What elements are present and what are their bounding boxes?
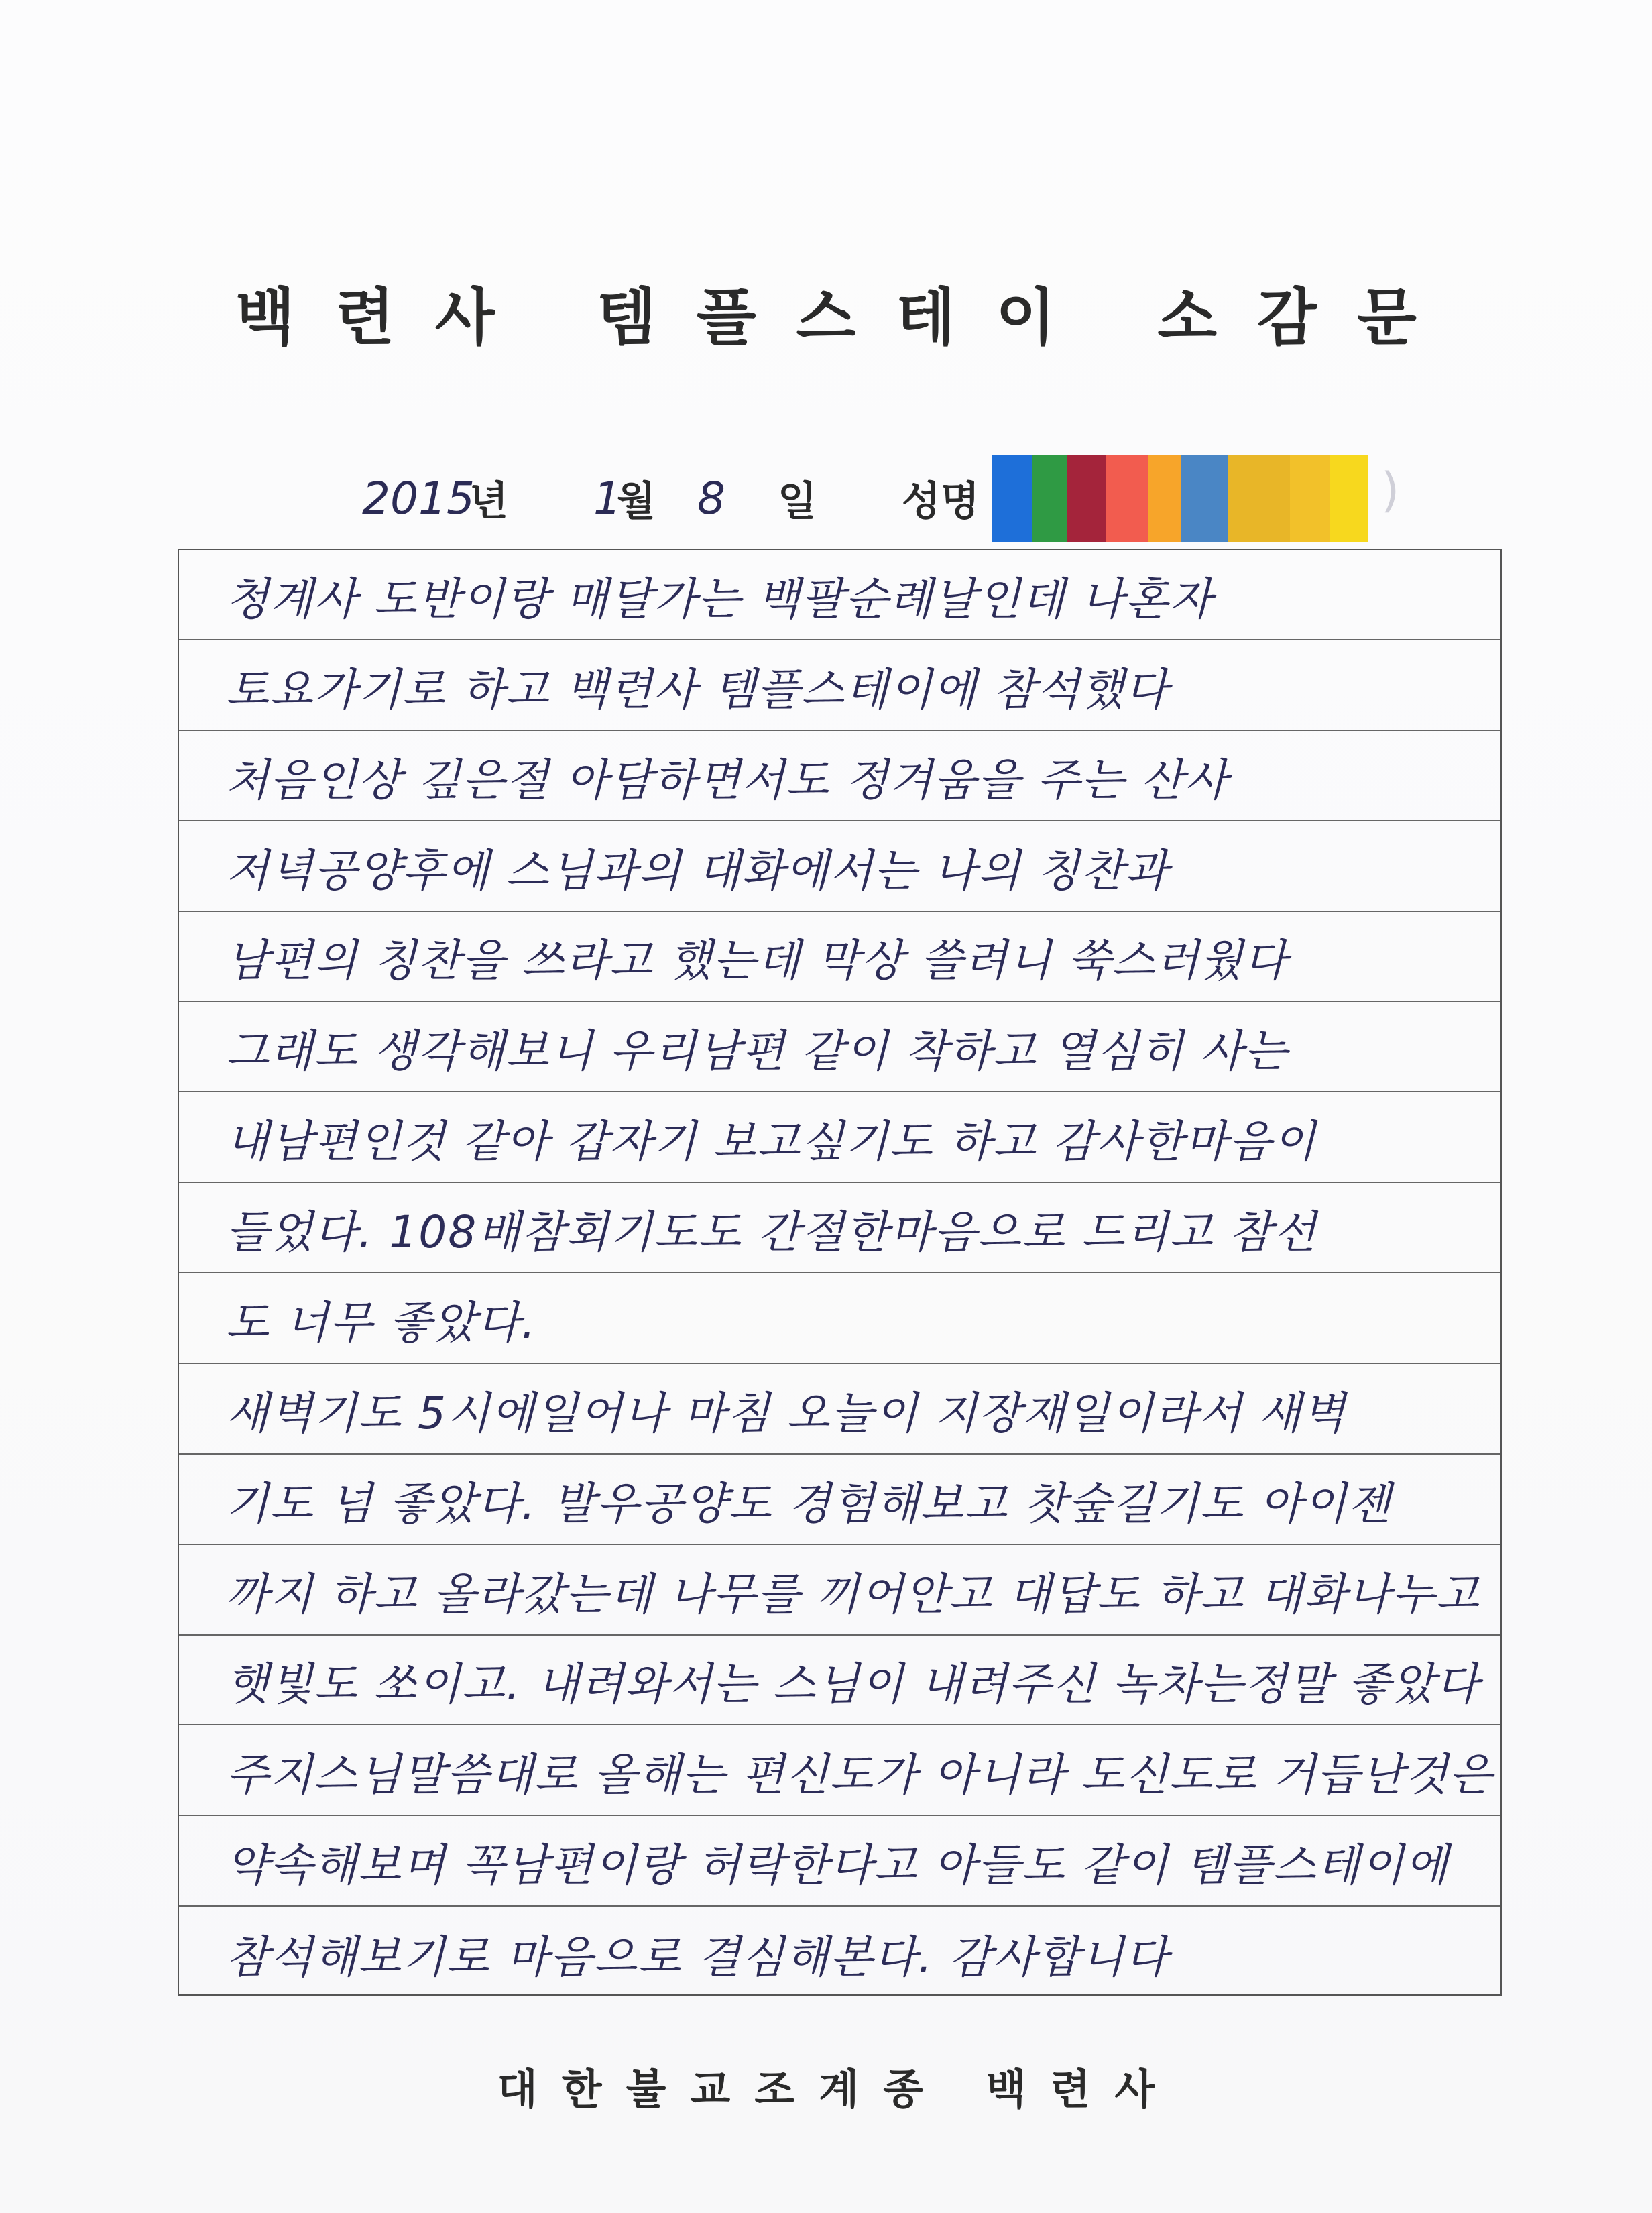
- name-label: 성명: [902, 478, 980, 525]
- handwritten-line-text: 참석해보기로 마음으로 결심해본다. 감사합니다: [226, 1931, 1170, 1983]
- form-title: 백련사 템플스테이 소감문: [235, 282, 1457, 353]
- redaction-swatch: [1148, 455, 1181, 542]
- handwritten-line-text: 내남편인것 같아 갑자기 보고싶기도 하고 감사한마음이: [226, 1116, 1317, 1168]
- handwritten-line-text: 약속해보며 꼭남편이랑 허락한다고 아들도 같이 템플스테이에: [226, 1839, 1450, 1892]
- handwritten-line-text: 청계사 도반이랑 매달가는 백팔순례날인데 나혼자: [226, 573, 1214, 625]
- response-line: [179, 1725, 1500, 1816]
- redaction-swatch: [1330, 455, 1368, 542]
- response-line: [179, 640, 1500, 731]
- handwritten-line-text: 남편의 칭찬을 쓰라고 했는데 막상 쓸려니 쑥스러웠다: [226, 935, 1289, 987]
- handwritten-line-text: 새벽기도 5시에일어나 마침 오늘이 지장재일이라서 새벽: [226, 1387, 1347, 1439]
- date-year-handwritten: 2015: [362, 473, 475, 524]
- handwritten-line-text: 주지스님말씀대로 올해는 편신도가 아니라 도신도로 거듭난것은: [226, 1749, 1494, 1801]
- response-line: [179, 1364, 1500, 1455]
- redaction-swatch: [1290, 455, 1330, 542]
- handwritten-line-text: 그래도 생각해보니 우리남편 같이 착하고 열심히 사는: [226, 1025, 1289, 1078]
- date-month-handwritten: 1: [593, 473, 622, 524]
- response-line: [179, 550, 1500, 640]
- name-redaction-bar: [992, 455, 1368, 542]
- redaction-swatch: [1228, 455, 1290, 542]
- handwritten-line-text: 처음인상 깊은절 아담하면서도 정겨움을 주는 산사: [226, 754, 1229, 806]
- handwritten-line-text: 저녁공양후에 스님과의 대화에서는 나의 칭찬과: [226, 844, 1170, 897]
- handwritten-line-text: 기도 넘 좋았다. 발우공양도 경험해보고 찻숲길기도 아이젠: [226, 1477, 1392, 1530]
- month-label: 월: [617, 478, 656, 525]
- redaction-swatch: [1067, 455, 1106, 542]
- handwritten-line-text: 토요가기로 하고 백련사 템플스테이에 참석했다: [226, 663, 1170, 716]
- response-line: [179, 1092, 1500, 1183]
- response-line: [179, 821, 1500, 912]
- handwritten-response-box: [178, 549, 1502, 1996]
- organization-footer: 대한불교조계종 백련사: [497, 2065, 1179, 2114]
- date-day-handwritten: 8: [697, 473, 725, 524]
- response-line: [179, 1002, 1500, 1092]
- handwritten-line-text: 들었다. 108배참회기도도 간절한마음으로 드리고 참선: [226, 1206, 1317, 1258]
- year-label: 년: [469, 478, 508, 525]
- response-line: [179, 912, 1500, 1003]
- response-line: [179, 1636, 1500, 1726]
- redaction-swatch: [992, 455, 1032, 542]
- handwritten-line-text: 도 너무 좋았다.: [226, 1296, 537, 1349]
- response-line: [179, 731, 1500, 821]
- day-label: 일: [778, 478, 817, 525]
- redaction-swatch: [1106, 455, 1148, 542]
- response-line: [179, 1183, 1500, 1273]
- handwritten-line-text: 햇빛도 쏘이고. 내려와서는 스님이 내려주신 녹차는정말 좋았다: [226, 1658, 1480, 1711]
- response-line: [179, 1273, 1500, 1364]
- redaction-swatch: [1032, 455, 1067, 542]
- response-line: [179, 1907, 1500, 1997]
- name-bracket-mark: ): [1381, 463, 1400, 518]
- redaction-swatch: [1181, 455, 1228, 542]
- response-line: [179, 1816, 1500, 1907]
- handwritten-line-text: 까지 하고 올라갔는데 나무를 끼어안고 대답도 하고 대화나누고: [226, 1568, 1480, 1620]
- response-line: [179, 1455, 1500, 1545]
- response-line: [179, 1545, 1500, 1636]
